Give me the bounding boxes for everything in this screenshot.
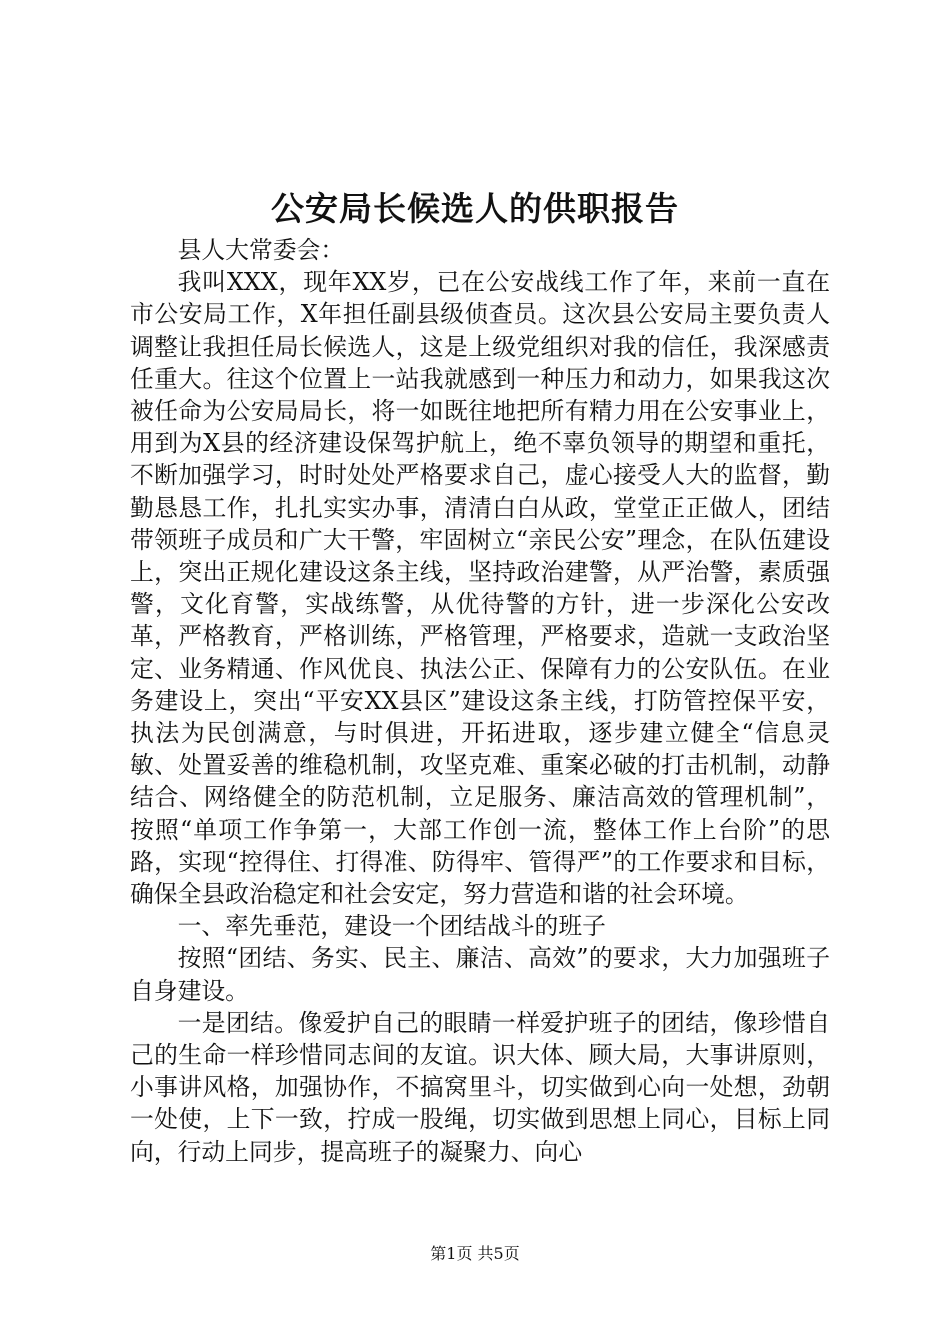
page-number-footer: 第1页 共5页 (430, 1244, 520, 1263)
salutation: 县人大常委会： (177, 236, 345, 264)
paragraph-intro: 我叫XXX，现年XX岁，已在公安战线工作了年，来前一直在市公安局工作，X年担任副县级侦查员。这次县公安局主要负责人调整让我担任局长候选人，这是上级党组织对我的信任，我深感责任重大。往这个位置上一站我就感到一种压力和动力，如果我这次被任命为公安局局长，将一如既往地把所有精力用在公安事业上，用到为X县的经济建设保驾护航上，绝不辜负领导的期望和重托，不断加强学习，时时处处严格要求自己，虚心接受人大的监督，勤勤恳恳工作，扎扎实实办事，清清白白从政，堂堂正正做人，团结带领班子成员和广大干警，牢固树立“亲民公安”理念，在队伍建设上，突出正规化建设这条主线，坚持政治建警，从严治警，素质强警，文化育警，实战练警，从优待警的方针，进一步深化公安改革，严格教育，严格训练，严格管理，严格要求，造就一支政治坚定、业务精通、作风优良、执法公正、保障有力的公安队伍。在业务建设上，突出“平安XX县区”建设这条主线，打防管控保平安，执法为民创满意，与时俱进，开拓进取，逐步建立健全“信息灵敏、处置妥善的维稳机制，攻坚克难、重案必破的打击机制，动静结合、网络健全的防范机制，立足服务、廉洁高效的管理机制”，按照“单项工作争第一，大部工作创一流，整体工作上台阶”的思路，实现“控得住、打得准、防得牢、管得严”的工作要求和目标，确保全县政治稳定和社会安定，努力营造和谐的社会环境。 (130, 268, 830, 909)
document-body (130, 234, 830, 1168)
document-title: 公安局长候选人的供职报告 (271, 189, 679, 228)
paragraph-unity: 一是团结。像爱护自己的眼睛一样爱护班子的团结，像珍惜自己的生命一样珍惜同志间的友谊。识大体、顾大局，大事讲原则，小事讲风格，加强协作，不搞窝里斗，切实做到心向一处想，劲朝一处使，上下一致，拧成一股绳，切实做到思想上同心，目标上同向，行动上同步，提高班子的凝聚力、向心 (130, 1008, 830, 1166)
paragraph-requirements: 按照“团结、务实、民主、廉洁、高效”的要求，大力加强班子自身建设。 (130, 944, 830, 1005)
section-heading-1: 一、率先垂范，建设一个团结战斗的班子 (177, 912, 606, 941)
